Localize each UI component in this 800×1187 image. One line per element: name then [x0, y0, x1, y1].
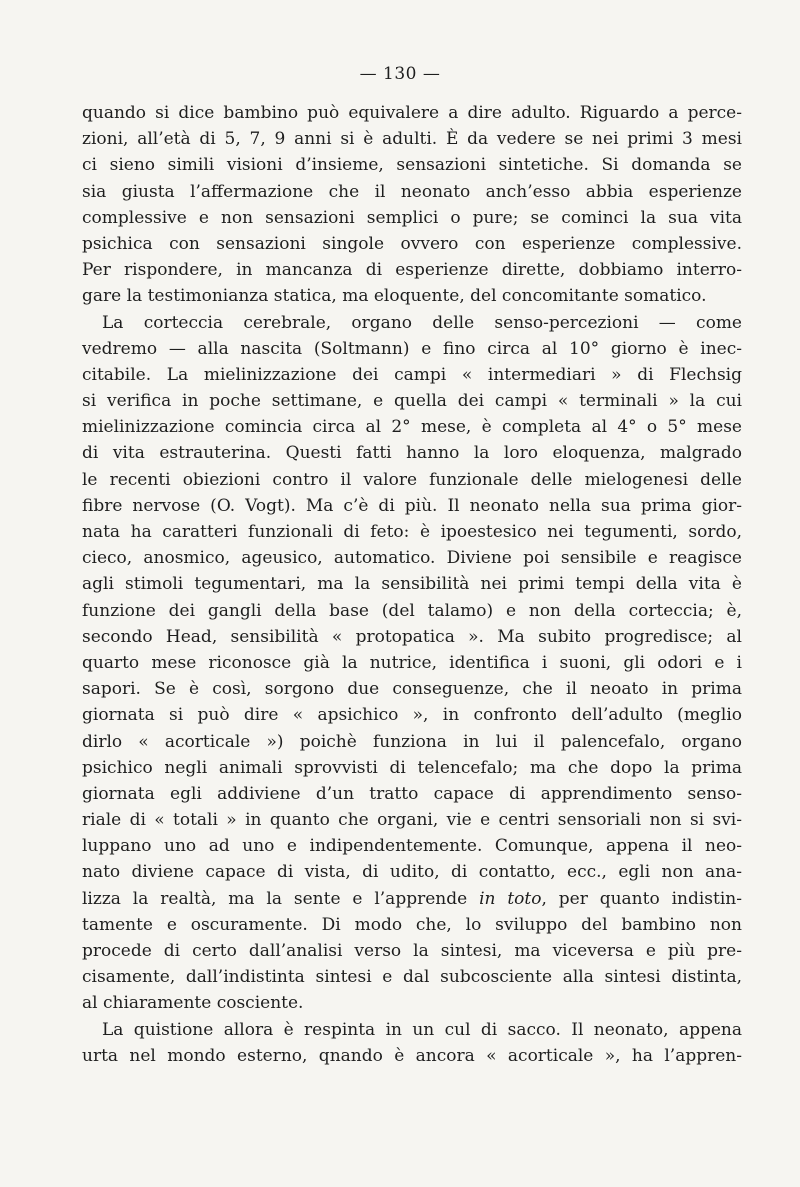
text-line: psichico negli animali sprovvisti di telencefalo; ma che dopo la prima: [82, 757, 742, 778]
text-segment: , per quanto indistin-: [541, 888, 742, 909]
text-line: gare la testimonianza statica, ma eloquente, del concomitante somatico.: [82, 286, 707, 307]
text-line: La quistione allora è respinta in un cul di sacco. Il neonato, appena: [102, 1019, 742, 1040]
text-line: complessive e non sensazioni semplici o pure; se cominci la sua vita: [82, 207, 742, 228]
text-line: La corteccia cerebrale, organo delle senso-percezioni — come: [102, 312, 742, 333]
text-line: vedremo — alla nascita (Soltmann) e fino circa al 10° giorno è inec-: [82, 338, 742, 359]
text-line: Per rispondere, in mancanza di esperienze dirette, dobbiamo interro-: [82, 260, 742, 281]
text-line: funzione dei gangli della base (del talamo) e non della corteccia; è,: [82, 600, 742, 621]
text-line: luppano uno ad uno e indipendentemente. Comunque, appena il neo-: [82, 836, 742, 857]
text-line: al chiaramente cosciente.: [82, 993, 304, 1014]
text-line: giornata egli addiviene d’un tratto capace di apprendimento senso-: [82, 783, 742, 804]
text-line: cisamente, dall’indistinta sintesi e dal subcosciente alla sintesi distinta,: [82, 967, 742, 988]
text-segment: lizza la realtà, ma la sente e l’apprende: [82, 888, 480, 909]
text-line: quando si dice bambino può equivalere a dire adulto. Riguardo a perce-: [82, 103, 742, 123]
text-line: fibre nervose (O. Vogt). Ma c’è di più. Il neonato nella sua prima gior-: [82, 495, 742, 516]
text-line: ci sieno simili visioni d’insieme, sensazioni sintetiche. Si domanda se: [82, 155, 742, 176]
text-line-with-italic: [82, 886, 742, 912]
text-line: psichica con sensazioni singole ovvero con esperienze complessive.: [82, 233, 742, 254]
text-line: citabile. La mielinizzazione dei campi « intermediari » di Flechsig: [82, 364, 742, 385]
text-line: urta nel mondo esterno, qnando è ancora « acorticale », ha l’appren-: [82, 1045, 742, 1066]
text-line: riale di « totali » in quanto che organi, vie e centri sensoriali non si svi-: [82, 810, 742, 831]
text-line: di vita estrauterina. Questi fatti hanno la loro eloquenza, malgrado: [82, 443, 742, 464]
text-line: nata ha caratteri funzionali di feto: è ipoestesico nei tegumenti, sordo,: [82, 522, 742, 542]
text-line: agli stimoli tegumentari, ma la sensibilità nei primi tempi della vita è: [82, 574, 742, 595]
text-line: tamente e oscuramente. Di modo che, lo sviluppo del bambino non: [82, 914, 742, 935]
text-line: quarto mese riconosce già la nutrice, identifica i suoni, gli odori e i: [82, 652, 742, 673]
text-line: giornata si può dire « apsichico », in confronto dell’adulto (meglio: [82, 705, 742, 726]
text-line: zioni, all’età di 5, 7, 9 anni si è adulti. È da vedere se nei primi 3 mesi: [82, 129, 742, 150]
text-line: secondo Head, sensibilità « protopatica ». Ma subito progredisce; al: [82, 626, 742, 647]
body-text: [82, 100, 742, 1069]
text-line: dirlo « acorticale ») poichè funziona in lui il palencefalo, organo: [82, 731, 742, 752]
text-line: cieco, anosmico, ageusico, automatico. Diviene poi sensibile e reagisce: [82, 548, 742, 569]
page-number: — 130 —: [359, 64, 441, 84]
text-line: nato diviene capace di vista, di udito, di contatto, ecc., egli non ana-: [82, 862, 742, 883]
text-line: sia giusta l’affermazione che il neonato anch’esso abbia esperienze: [82, 181, 742, 202]
text-line: procede di certo dall’analisi verso la sintesi, ma viceversa e più pre-: [82, 941, 742, 961]
italic-phrase: in toto: [479, 888, 542, 909]
text-line: mielinizzazione comincia circa al 2° mese, è completa al 4° o 5° mese: [82, 417, 742, 438]
text-line: le recenti obiezioni contro il valore funzionale delle mielogenesi delle: [82, 469, 742, 490]
text-line: si verifica in poche settimane, e quella dei campi « terminali » la cui: [82, 391, 742, 412]
text-line: sapori. Se è così, sorgono due conseguenze, che il neoato in prima: [82, 679, 742, 700]
